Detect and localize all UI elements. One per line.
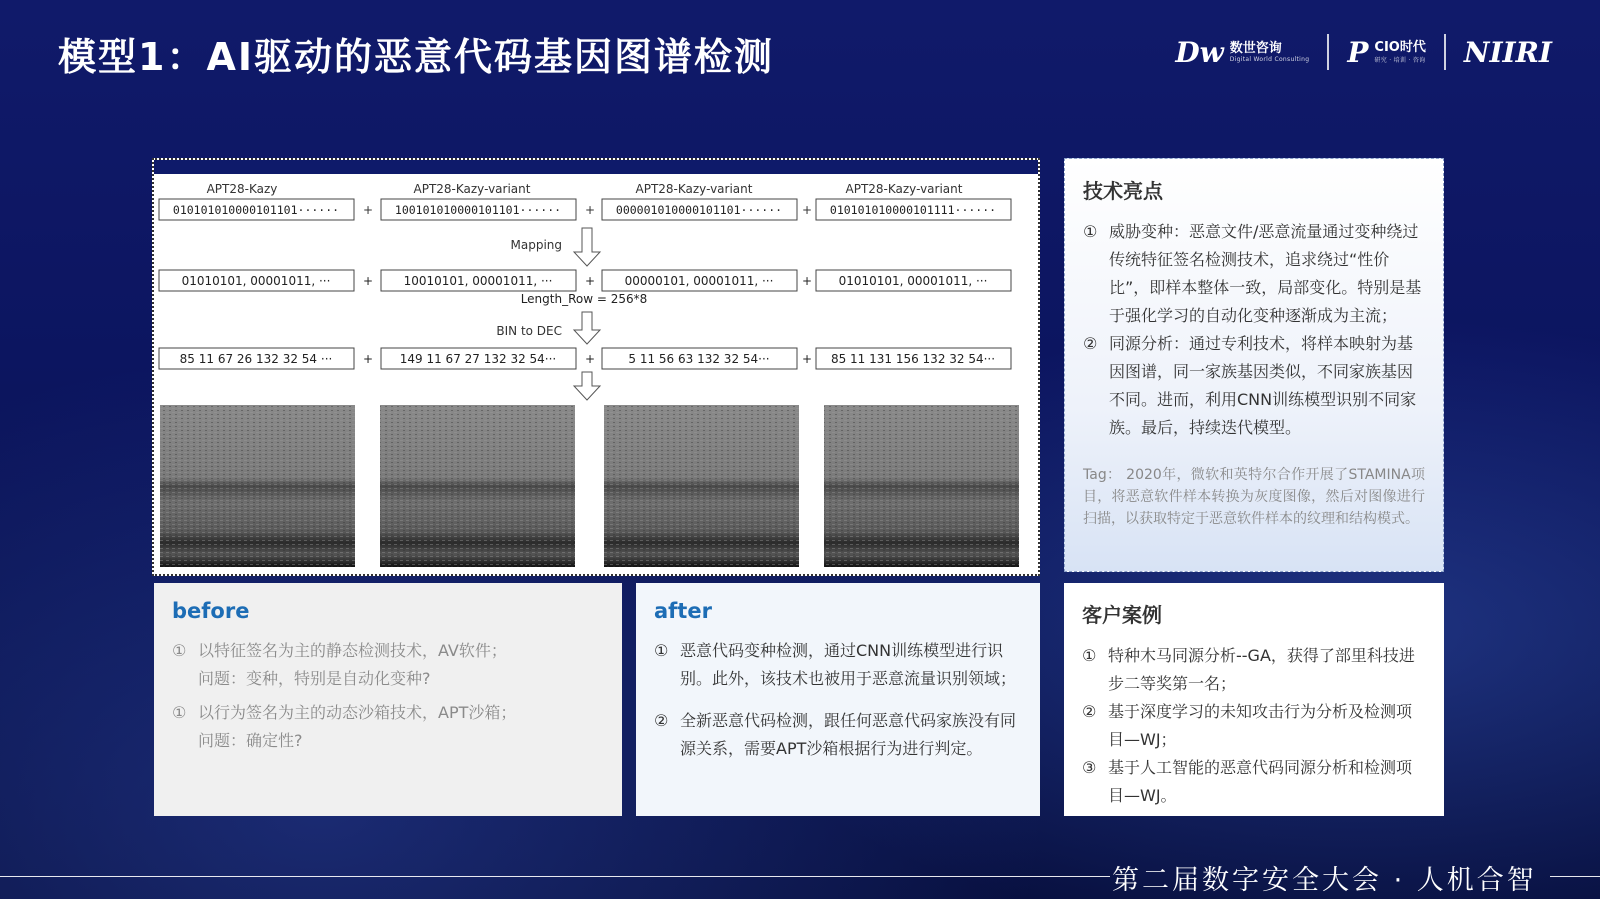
- case-item: [1082, 698, 1426, 754]
- item-text: 以特征签名为主的静态检测技术，AV软件；: [198, 641, 507, 660]
- tech-highlights-card: [1064, 158, 1444, 572]
- footer-conference-name: 第二届数字安全大会 · 人机合智: [1112, 865, 1537, 896]
- plus-sign: +: [801, 352, 813, 366]
- mapped-cell-2: 10010101, 00001011, ···: [403, 274, 553, 288]
- sample-label-1: APT28-Kazy: [206, 182, 278, 196]
- cases-heading: 客户案例: [1082, 603, 1162, 627]
- item-number: ①: [1083, 222, 1098, 241]
- cio-logo-sub: 研究 · 培训 · 咨询: [1374, 56, 1426, 64]
- logo-divider: [1327, 34, 1329, 70]
- tech-tag-note: Tag： 2020年，微软和英特尔合作开展了STAMINA项目，将恶意软件样本转换为灰度图像，然后对图像进行扫描，以获取特定于恶意软件样本的纹理和结构模式。: [1083, 467, 1425, 527]
- item-number: ③: [1082, 758, 1097, 777]
- after-heading: after: [654, 599, 712, 623]
- item-text: 基于深度学习的未知攻击行为分析及检测项目—WJ；: [1108, 702, 1413, 749]
- niiri-logo-mark: NIIRI: [1463, 35, 1552, 69]
- after-card: [636, 583, 1040, 816]
- binary-cell-1: 010101010000101101······: [172, 203, 340, 217]
- plus-sign: +: [362, 352, 374, 366]
- item-number: ①: [1082, 646, 1097, 665]
- plus-sign: +: [362, 274, 374, 288]
- item-text: 基于人工智能的恶意代码同源分析和检测项目—WJ。: [1108, 758, 1413, 805]
- item-text: 特种木马同源分析--GA，获得了部里科技进步二等奖第一名；: [1108, 646, 1415, 693]
- bin-to-dec-label: BIN to DEC: [496, 324, 562, 338]
- item-text: 以行为签名为主的动态沙箱技术，APT沙箱；: [198, 703, 517, 722]
- length-row-label: Length_Row = 256*8: [520, 292, 648, 306]
- binary-cell-2: 100101010000101101······: [394, 203, 562, 217]
- item-text: 威胁变种：恶意文件/恶意流量通过变种绕过传统特征签名检测技术，追求绕过“性价比”，即样本整体一致，局部变化。特别是基于强化学习的自动化变种逐渐成为主流；: [1109, 222, 1422, 325]
- item-number: ①: [172, 703, 187, 722]
- plus-sign: +: [801, 274, 813, 288]
- item-text: 全新恶意代码检测，跟任何恶意代码家族没有同源关系，需要APT沙箱根据行为进行判定。: [680, 711, 1017, 758]
- item-problem: 问题：变种，特别是自动化变种?: [198, 669, 431, 688]
- footer-rule: [0, 876, 1110, 877]
- slide-title: 模型1：AI驱动的恶意代码基因图谱检测: [58, 35, 774, 79]
- item-number: ②: [1083, 334, 1098, 353]
- tech-item: [1083, 330, 1425, 442]
- item-number: ①: [654, 641, 669, 660]
- before-item: [172, 637, 604, 665]
- dw-logo: [1175, 36, 1309, 69]
- grayscale-images: [160, 405, 1019, 567]
- after-item: [654, 707, 1022, 763]
- item-number: ①: [172, 641, 187, 660]
- before-card: [154, 583, 622, 816]
- item-text: 同源分析：通过专利技术，将样本映射为基因图谱，同一家族基因类似，不同家族基因不同。进而，利用CNN训练模型识别不同家族。最后，持续迭代模型。: [1109, 334, 1417, 437]
- partner-logos: [1175, 30, 1552, 74]
- sample-label-4: APT28-Kazy-variant: [845, 182, 963, 196]
- cio-logo: [1347, 36, 1426, 69]
- decimal-cell-4: 85 11 131 156 132 32 54···: [830, 352, 996, 366]
- plus-sign: +: [362, 203, 374, 217]
- case-item: [1082, 642, 1426, 698]
- decimal-cell-2: 149 11 67 27 132 32 54···: [399, 352, 557, 366]
- cio-logo-name: CIO时代: [1374, 39, 1426, 55]
- item-text: 恶意代码变种检测，通过CNN训练模型进行识别。此外，该技术也被用于恶意流量识别领域；: [680, 641, 1017, 688]
- after-item: [654, 637, 1022, 693]
- logo-divider: [1444, 34, 1446, 70]
- binary-cell-4: 010101010000101111······: [829, 203, 997, 217]
- mapped-cell-4: 01010101, 00001011, ···: [838, 274, 988, 288]
- mapping-label: Mapping: [510, 238, 562, 252]
- plus-sign: +: [584, 203, 596, 217]
- customer-cases-card: [1064, 583, 1444, 816]
- cio-logo-mark: P: [1347, 35, 1369, 69]
- mapped-cell-1: 01010101, 00001011, ···: [181, 274, 331, 288]
- down-arrow-icon: [574, 228, 600, 266]
- decimal-cell-3: 5 11 56 63 132 32 54···: [628, 352, 770, 366]
- down-arrow-icon: [574, 372, 600, 400]
- tech-item: [1083, 218, 1425, 330]
- dw-logo-sub: Digital World Consulting: [1229, 55, 1310, 63]
- plus-sign: +: [584, 274, 596, 288]
- dw-logo-name: 数世咨询: [1229, 40, 1282, 56]
- item-number: ②: [1082, 702, 1097, 721]
- plus-sign: +: [801, 203, 813, 217]
- decimal-cell-1: 85 11 67 26 132 32 54 ···: [179, 352, 333, 366]
- footer-rule: [1550, 876, 1600, 877]
- item-problem: 问题：确定性?: [198, 731, 303, 750]
- item-number: ②: [654, 711, 669, 730]
- binary-cell-3: 000001010000101101······: [615, 203, 783, 217]
- sample-label-3: APT28-Kazy-variant: [635, 182, 753, 196]
- tech-heading: 技术亮点: [1083, 179, 1163, 203]
- gene-map-diagram: [152, 158, 1040, 576]
- before-item: [172, 699, 604, 727]
- dw-logo-mark: Dw: [1175, 35, 1224, 69]
- sample-label-2: APT28-Kazy-variant: [413, 182, 531, 196]
- case-item: [1082, 754, 1426, 810]
- before-heading: before: [172, 599, 250, 623]
- plus-sign: +: [584, 352, 596, 366]
- mapped-cell-3: 00000101, 00001011, ···: [624, 274, 774, 288]
- niiri-logo: [1464, 36, 1552, 69]
- down-arrow-icon: [574, 312, 600, 344]
